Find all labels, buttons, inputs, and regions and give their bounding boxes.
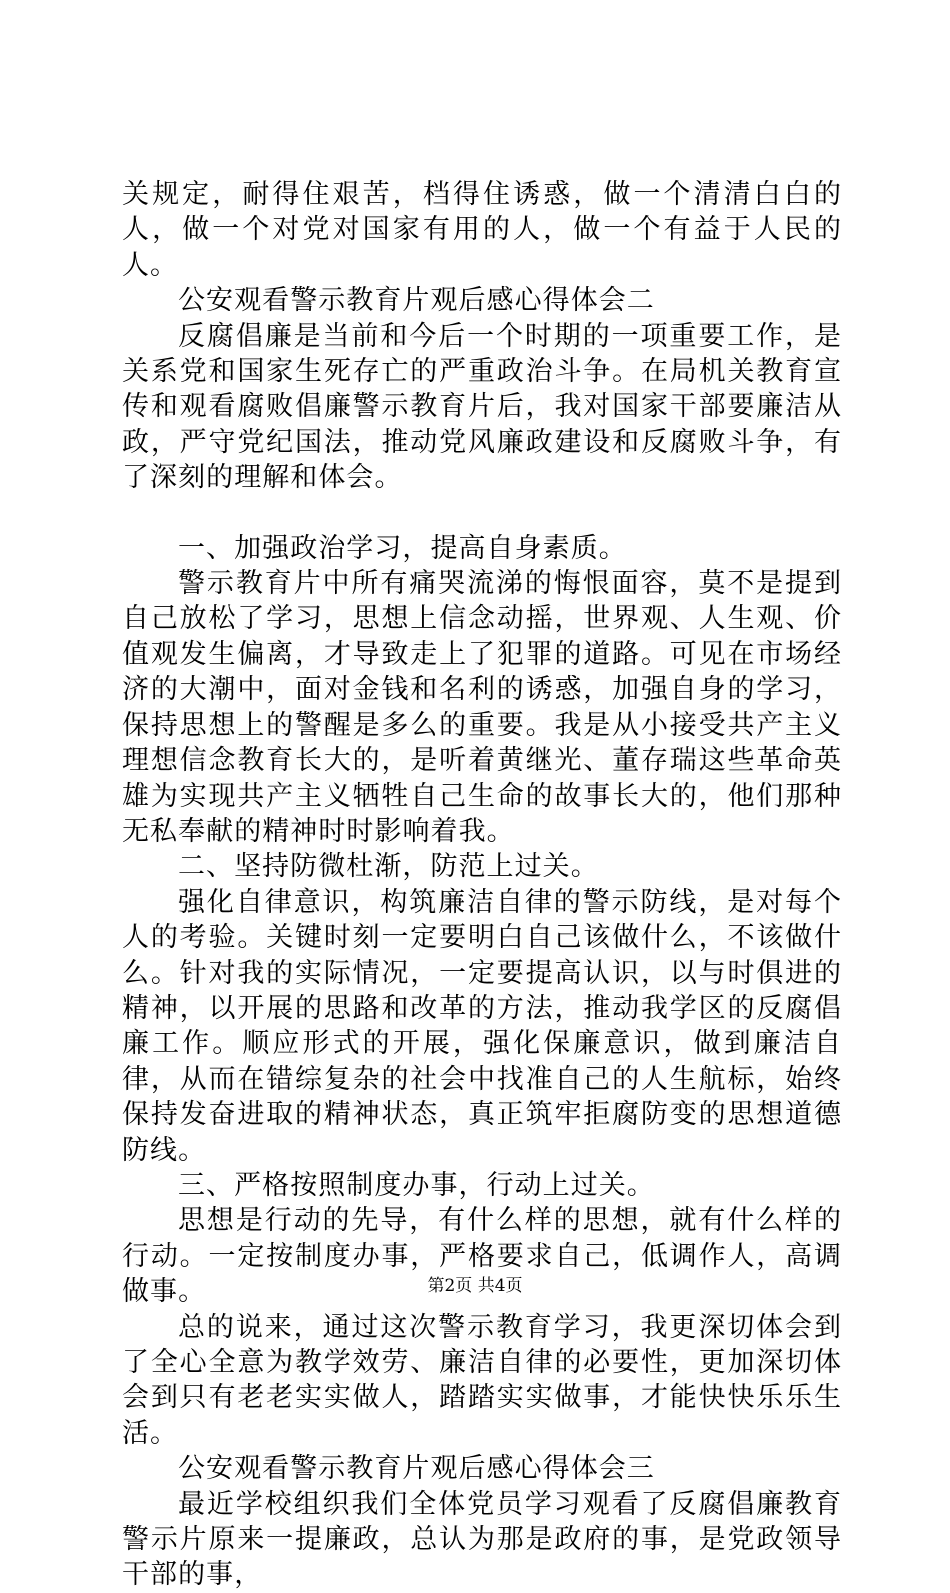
section-heading-three: 公安观看警示教育片观后感心得体会三 — [178, 1453, 655, 1485]
subheading-three: 三、严格按照制度办事，行动上过关。 — [178, 1169, 655, 1201]
paragraph-summary: 总的说来，通过这次警示教育学习，我更深切体会到了全心全意为教学效劳、廉洁自律的必要性，更加深切体会到只有老老实实做人，踏踏实实做事，才能快快乐乐生活。 — [122, 1311, 842, 1449]
paragraph-intro: 反腐倡廉是当前和今后一个时期的一项重要工作，是关系党和国家生死存亡的严重政治斗争。在局机关教育宣传和观看腐败倡廉警示教育片后，我对国家干部要廉洁从政，严守党纪国法，推动党风廉政建设和反腐败斗争，有了深刻的理解和体会。 — [122, 320, 842, 494]
subheading-two: 二、坚持防微杜渐，防范上过关。 — [178, 851, 599, 883]
page-number-footer: 第2页 共4页 — [427, 1276, 523, 1296]
paragraph-continuation: 关规定，耐得住艰苦，档得住诱惑，做一个清清白白的人，做一个对党对国家有用的人，做一个有益于人民的人。 — [122, 179, 842, 281]
subheading-one: 一、加强政治学习，提高自身素质。 — [178, 532, 627, 564]
paragraph-study: 警示教育片中所有痛哭流涕的悔恨面容，莫不是提到自己放松了学习，思想上信念动摇，世界观、人生观、价值观发生偏离，才导致走上了犯罪的道路。可见在市场经济的大潮中，面对金钱和名利的诱惑，加强自身的学习，保持思想上的警醒是多么的重要。我是从小接受共产主义理想信念教育长大的，是听着黄继光、董存瑞这些革命英雄为实现共产主义牺牲自己生命的故事长大的，他们那种无私奉献的精神时时影响着我。 — [122, 568, 842, 847]
section-heading-two: 公安观看警示教育片观后感心得体会二 — [178, 285, 655, 317]
paragraph-spacer — [122, 496, 842, 531]
paragraph-closing: 最近学校组织我们全体党员学习观看了反腐倡廉教育警示片原来一提廉政，总认为那是政府的事，是党政领导干部的事， — [122, 1488, 842, 1591]
paragraph-discipline: 强化自律意识，构筑廉洁自律的警示防线，是对每个人的考验。关键时刻一定要明白自己该做什么，不该做什么。针对我的实际情况，一定要提高认识，以与时俱进的精神，以开展的思路和改革的方法，推动我学区的反腐倡廉工作。顺应形式的开展，强化保廉意识，做到廉洁自律，从而在错综复杂的社会中找准自己的人生航标，始终保持发奋进取的精神状态，真正筑牢拒腐防变的思想道德防线。 — [122, 886, 842, 1166]
document-body — [122, 177, 842, 1593]
paragraph-action: 思想是行动的先导，有什么样的思想，就有什么样的行动。一定按制度办事，严格要求自己，低调作人，高调做事。 — [122, 1205, 842, 1308]
